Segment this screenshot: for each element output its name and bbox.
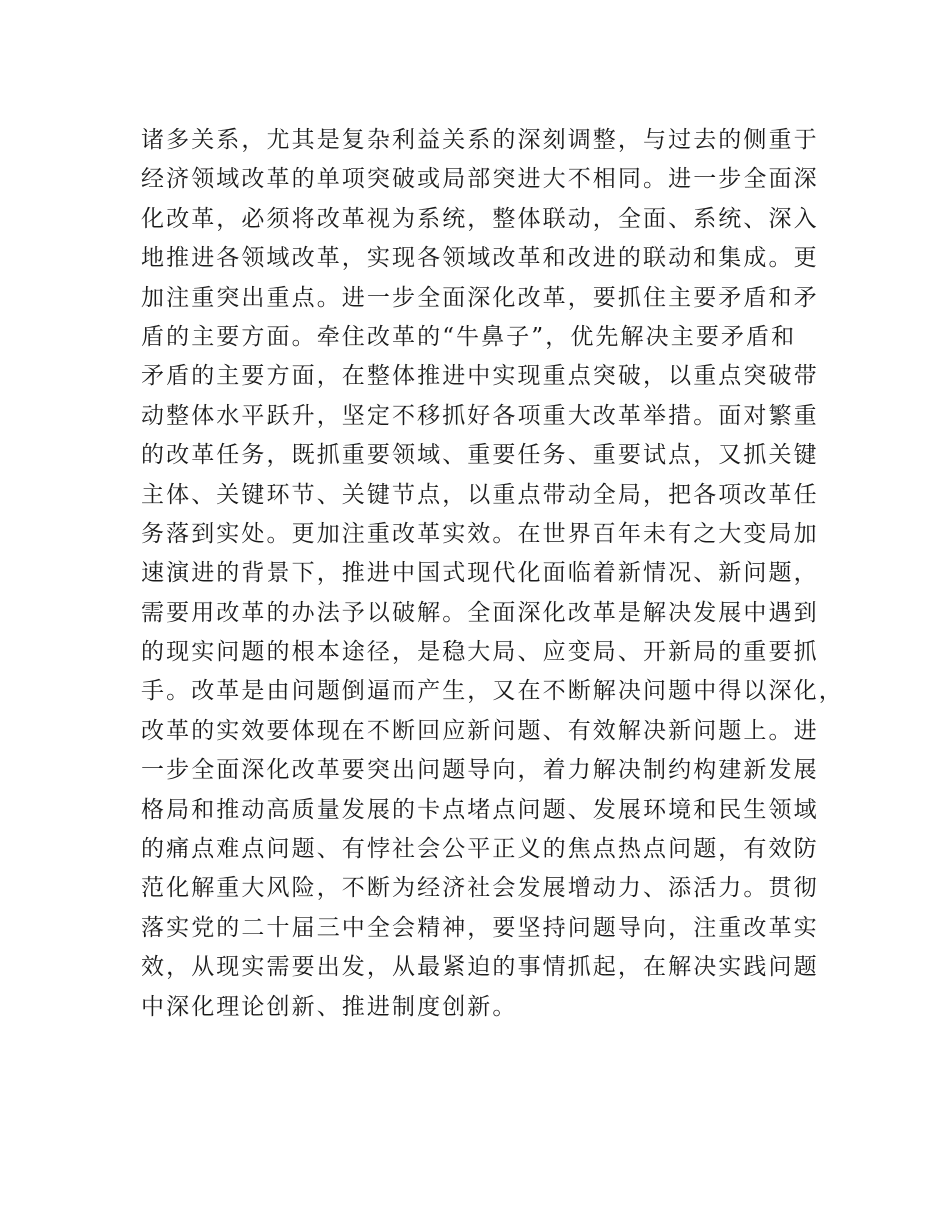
text-line: 手。改革是由问题倒逼而产生，又在不断解决问题中得以深化， — [141, 678, 844, 705]
text-line: 务落到实处。更加注重改革实效。在世界百年未有之大变局加 — [141, 520, 819, 547]
text-line: 主体、关键环节、关键节点，以重点带动全局，把各项改革任 — [141, 481, 819, 508]
text-line: 地推进各领域改革，实现各领域改革和改进的联动和集成。更 — [141, 245, 819, 272]
text-line: 格局和推动高质量发展的卡点堵点问题、发展环境和民生领域 — [141, 796, 819, 823]
text-line: 盾的主要方面。牵住改革的“牛鼻子”，优先解决主要矛盾和 — [141, 323, 797, 350]
text-line: 中深化理论创新、推进制度创新。 — [141, 993, 518, 1020]
text-line: 加注重突出重点。进一步全面深化改革，要抓住主要矛盾和矛 — [141, 284, 819, 311]
text-line: 的现实问题的根本途径，是稳大局、应变局、开新局的重要抓 — [141, 639, 819, 666]
text-line: 落实党的二十届三中全会精神，要坚持问题导向，注重改革实 — [141, 914, 819, 941]
text-line: 诸多关系，尤其是复杂利益关系的深刻调整，与过去的侧重于 — [141, 127, 819, 153]
text-line: 经济领域改革的单项突破或局部突进大不相同。进一步全面深 — [141, 166, 819, 193]
text-line: 速演进的背景下，推进中国式现代化面临着新情况、新问题， — [141, 560, 819, 587]
text-line: 需要用改革的办法予以破解。全面深化改革是解决发展中遇到 — [141, 599, 819, 626]
text-line: 改革的实效要体现在不断回应新问题、有效解决新问题上。进 — [141, 717, 819, 744]
text-line: 范化解重大风险，不断为经济社会发展增动力、添活力。贯彻 — [141, 875, 819, 902]
text-line: 矛盾的主要方面，在整体推进中实现重点突破，以重点突破带 — [141, 363, 819, 390]
text-line: 的改革任务，既抓重要领域、重要任务、重要试点，又抓关键 — [141, 442, 819, 469]
text-line: 化改革，必须将改革视为系统，整体联动，全面、系统、深入 — [141, 205, 819, 232]
body-paragraph — [141, 121, 844, 1027]
text-line: 的痛点难点问题、有悖社会公平正义的焦点热点问题，有效防 — [141, 836, 819, 863]
text-line: 效，从现实需要出发，从最紧迫的事情抓起，在解决实践问题 — [141, 954, 819, 981]
text-line: 动整体水平跃升，坚定不移抓好各项重大改革举措。面对繁重 — [141, 402, 819, 429]
text-line: 一步全面深化改革要突出问题导向，着力解决制约构建新发展 — [141, 757, 819, 784]
